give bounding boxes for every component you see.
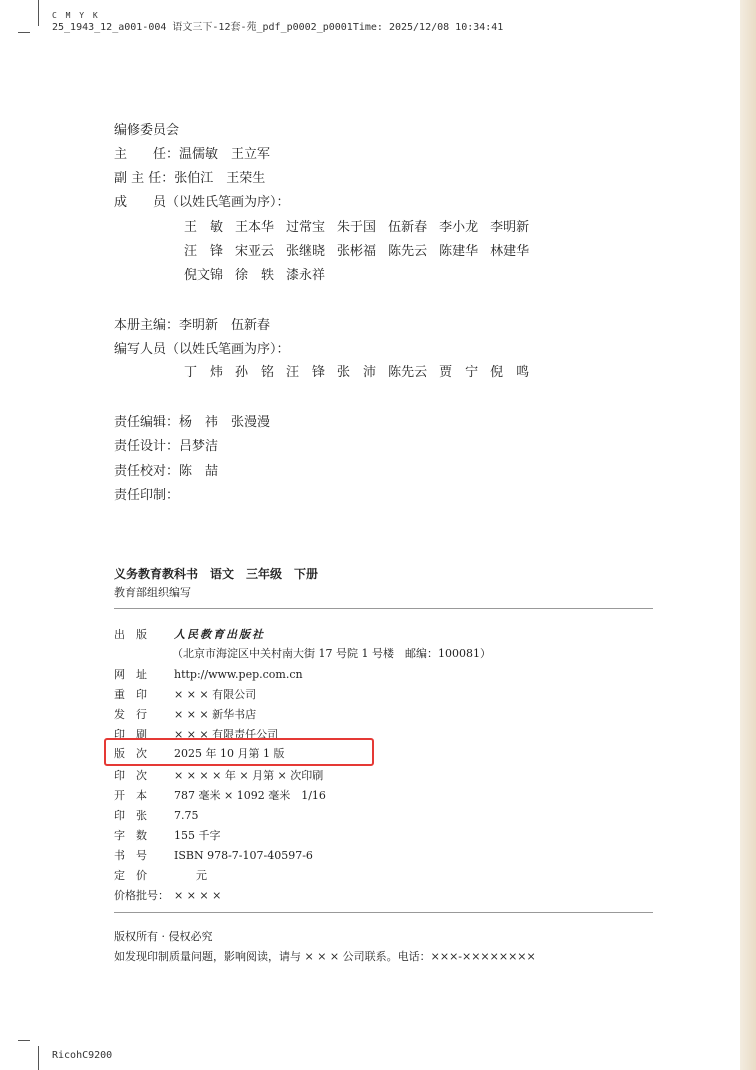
- crop-mark: [38, 0, 39, 26]
- director-names: 温儒敏 王立军: [179, 147, 271, 162]
- responsible-proof: 责任校对：陈 喆: [114, 464, 219, 479]
- crop-mark: [18, 32, 30, 33]
- colophon-row: [114, 706, 256, 722]
- row-label: 重 印: [114, 688, 147, 701]
- row-value: 7.75: [174, 809, 199, 822]
- page-edge: [740, 0, 756, 1070]
- member-name: 李明新: [490, 220, 530, 235]
- row-label: 书 号: [114, 849, 147, 862]
- publisher-row: [114, 626, 265, 642]
- row-value: × × × 新华书店: [174, 708, 257, 721]
- chief-label: 本册主编：: [114, 318, 180, 333]
- cmyk-marks: C M Y K: [52, 11, 100, 20]
- colophon-row: [114, 686, 256, 702]
- director-label: 主 任：: [114, 147, 180, 162]
- vice-director-line: [114, 167, 265, 186]
- print-header: [52, 10, 503, 34]
- member-name: 林建华: [490, 244, 530, 259]
- row-label: 发 行: [114, 708, 147, 721]
- row-value: × × × 有限公司: [174, 688, 257, 701]
- quality-contact-line: 如发现印制质量问题，影响阅读，请与 × × × 公司联系。电话：×××-××××××××: [114, 950, 536, 963]
- book-compiler: 教育部组织编写: [114, 586, 191, 599]
- members-row-1: [184, 216, 541, 235]
- row-value: × × × ×: [174, 889, 222, 902]
- copyright-line: 版权所有 · 侵权必究: [114, 930, 213, 943]
- row-label: 印 张: [114, 809, 147, 822]
- publisher-logo: 人民教育出版社: [174, 628, 265, 641]
- writer-name: 丁 炜: [184, 365, 224, 380]
- member-name: 李小龙: [439, 220, 479, 235]
- member-name: 漆永祥: [286, 268, 326, 283]
- writer-name: 汪 锋: [286, 365, 326, 380]
- colophon-row: [114, 867, 207, 883]
- colophon-row: [114, 827, 221, 843]
- writer-name: 张 沛: [337, 365, 377, 380]
- edition-highlight-box: [104, 738, 374, 766]
- publisher-label: 出 版: [114, 628, 147, 641]
- member-name: 伍新春: [388, 220, 428, 235]
- writers-row: [184, 361, 541, 380]
- device-label: RicohC9200: [52, 1050, 113, 1061]
- responsible-print: 责任印制：: [114, 488, 180, 503]
- committee-title: 编修委员会: [114, 123, 180, 138]
- responsible-editor: 责任编辑：杨 祎 张漫漫: [114, 415, 271, 430]
- colophon-row: [114, 767, 323, 783]
- member-name: 过常宝: [286, 220, 326, 235]
- row-label: 字 数: [114, 829, 147, 842]
- row-value: 787 毫米 × 1092 毫米 1/16: [174, 789, 326, 802]
- members-row-2: [184, 240, 541, 259]
- row-value: × × × × 年 × 月第 × 次印刷: [174, 769, 324, 782]
- row-value: 2025 年 10 月第 1 版: [174, 747, 285, 760]
- colophon-row: [114, 847, 313, 863]
- chief-editor-line: [114, 314, 270, 333]
- writer-name: 陈先云: [388, 365, 428, 380]
- member-name: 汪 锋: [184, 244, 224, 259]
- colophon-row: [114, 666, 303, 682]
- colophon-row: [114, 887, 221, 903]
- member-name: 王本华: [235, 220, 275, 235]
- colophon-row: [114, 807, 199, 823]
- writer-name: 贾 宁: [439, 365, 479, 380]
- row-value: ISBN 978-7-107-40597-6: [174, 849, 313, 862]
- director-line: [114, 143, 270, 162]
- row-label: 开 本: [114, 789, 147, 802]
- member-name: 倪文锦: [184, 268, 224, 283]
- member-name: 徐 轶: [235, 268, 275, 283]
- row-label: 印 次: [114, 769, 147, 782]
- row-label: 价格批号：: [114, 889, 169, 902]
- row-label: 版 次: [114, 747, 147, 760]
- file-info: 25_1943_12_a001-004 语文三下-12套-苑_pdf_p0002_p0001Time: 2025/12/08 10:34:41: [52, 22, 504, 33]
- member-name: 张继晓: [286, 244, 326, 259]
- member-name: 宋亚云: [235, 244, 275, 259]
- vice-names: 张伯江 王荣生: [174, 171, 266, 186]
- chief-names: 李明新 伍新春: [179, 318, 271, 333]
- book-title: 义务教育教科书 语文 三年级 下册: [114, 567, 319, 581]
- vice-label: 副 主 任：: [114, 171, 175, 186]
- member-name: 王 敏: [184, 220, 224, 235]
- crop-mark: [38, 1046, 39, 1070]
- row-value: 元: [174, 869, 207, 882]
- row-label: 印 刷: [114, 728, 147, 741]
- members-row-3: [184, 264, 337, 283]
- member-name: 陈先云: [388, 244, 428, 259]
- member-name: 陈建华: [439, 244, 479, 259]
- crop-mark: [18, 1040, 30, 1041]
- row-value: http://www.pep.com.cn: [174, 668, 303, 681]
- row-label: 定 价: [114, 869, 147, 882]
- responsible-design: 责任设计：吕梦洁: [114, 439, 219, 454]
- row-value: × × × 有限责任公司: [174, 728, 279, 741]
- writer-name: 孙 铭: [235, 365, 275, 380]
- divider: [114, 608, 653, 609]
- writers-label: 编写人员（以姓氏笔画为序）：: [114, 342, 290, 357]
- row-label: 网 址: [114, 668, 147, 681]
- writer-name: 倪 鸣: [490, 365, 530, 380]
- row-value: 155 千字: [174, 829, 221, 842]
- publisher-address: （北京市海淀区中关村南大街 17 号院 1 号楼 邮编：100081）: [172, 647, 491, 660]
- member-name: 张彬福: [337, 244, 377, 259]
- divider: [114, 912, 653, 913]
- colophon-row: [114, 787, 326, 803]
- members-label: 成 员（以姓氏笔画为序）：: [114, 195, 290, 210]
- member-name: 朱于国: [337, 220, 377, 235]
